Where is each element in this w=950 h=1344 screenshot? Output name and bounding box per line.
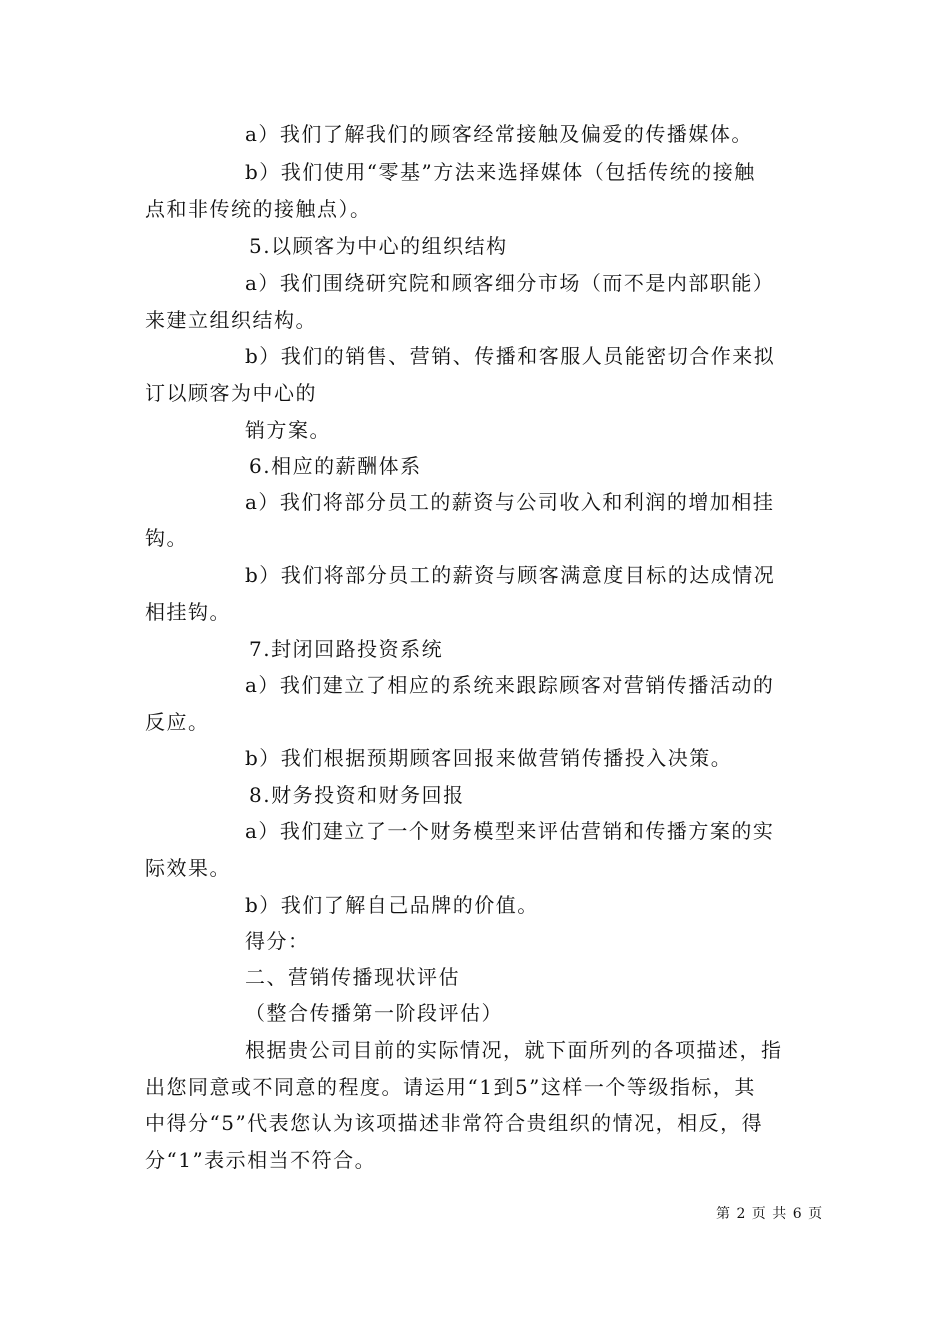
text-line: b）我们根据预期顾客回报来做营销传播投入决策。: [245, 746, 733, 770]
text-line: 中得分“5”代表您认为该项描述非常符合贵组织的情况，相反，得: [145, 1111, 764, 1135]
score-label: 得分：: [245, 929, 310, 953]
text-line: 点和非传统的接触点）。: [145, 197, 372, 221]
text-line: 反应。: [145, 710, 210, 734]
text-line: 订以顾客为中心的: [145, 381, 317, 405]
text-line: a）我们建立了相应的系统来跟踪顾客对营销传播活动的: [245, 673, 775, 697]
text-line: b）我们了解自己品牌的价值。: [245, 893, 539, 917]
section-title: 二、营销传播现状评估: [245, 965, 460, 989]
text-line: 根据贵公司目前的实际情况，就下面所列的各项描述，指: [245, 1038, 783, 1062]
section-heading: 7.封闭回路投资系统: [249, 637, 444, 661]
text-line: b）我们使用“零基”方法来选择媒体（包括传统的接触: [245, 160, 756, 184]
text-line: 来建立组织结构。: [145, 308, 317, 332]
text-line: 钩。: [145, 526, 188, 550]
text-line: 出您同意或不同意的程度。请运用“1到5”这样一个等级指标，其: [145, 1075, 756, 1099]
section-heading: 8.财务投资和财务回报: [249, 783, 465, 807]
section-heading: 6.相应的薪酬体系: [249, 454, 422, 478]
page-number: 第 2 页 共 6 页: [716, 1206, 824, 1222]
text-line: 相挂钩。: [145, 600, 231, 624]
text-line: 际效果。: [145, 856, 231, 880]
text-line: b）我们将部分员工的薪资与顾客满意度目标的达成情况: [245, 563, 776, 587]
section-heading: 5.以顾客为中心的组织结构: [249, 234, 508, 258]
section-subtitle: （整合传播第一阶段评估）: [245, 1001, 503, 1025]
text-line: a）我们围绕研究院和顾客细分市场（而不是内部职能）: [245, 271, 775, 295]
text-line: 分“1”表示相当不符合。: [145, 1148, 377, 1172]
text-line: a）我们将部分员工的薪资与公司收入和利润的增加相挂: [245, 490, 775, 514]
text-line: 销方案。: [245, 418, 331, 442]
text-line: a）我们了解我们的顾客经常接触及偏爱的传播媒体。: [245, 122, 753, 146]
text-line: a）我们建立了一个财务模型来评估营销和传播方案的实: [245, 819, 775, 843]
text-line: b）我们的销售、营销、传播和客服人员能密切合作来拟: [245, 344, 776, 368]
